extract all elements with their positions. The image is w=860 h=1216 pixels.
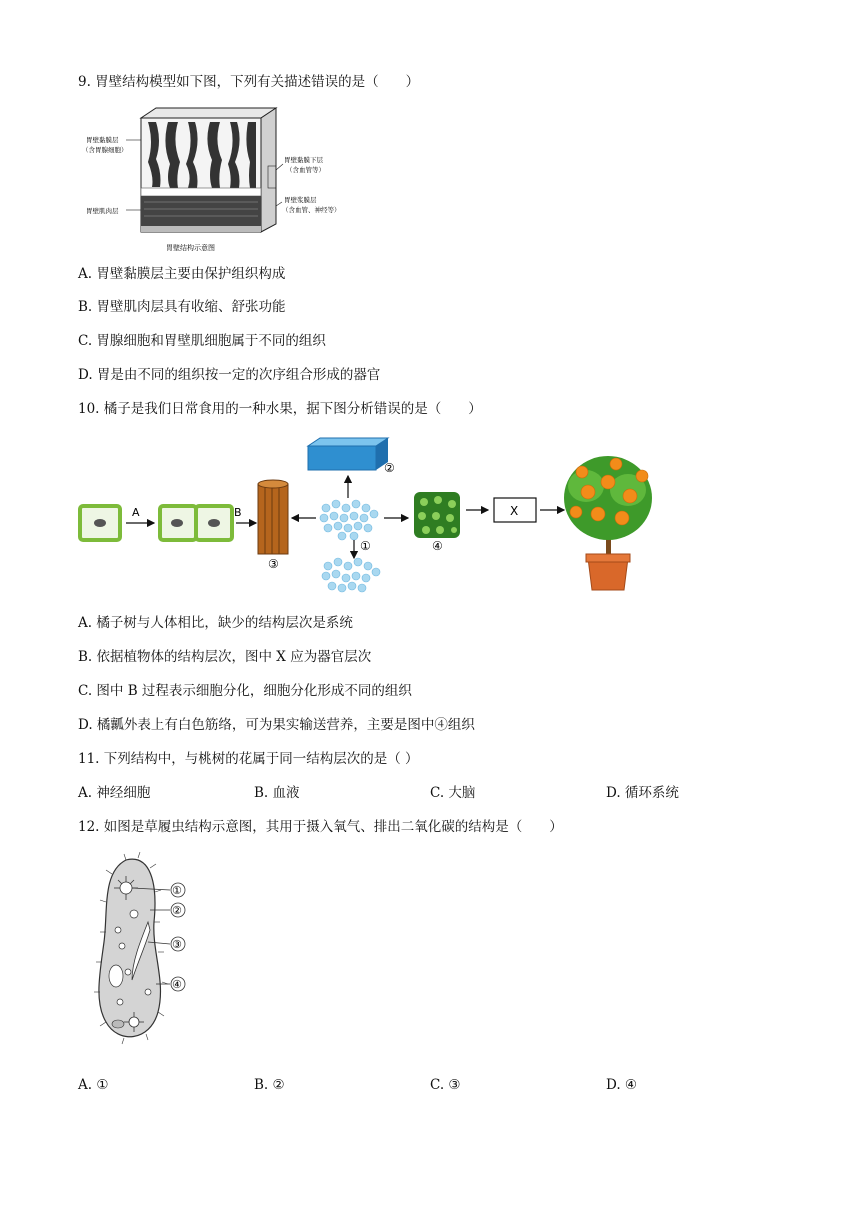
q12-option-d: D. ④ bbox=[606, 1077, 638, 1093]
q9-option-c: C. 胃腺细胞和胃壁肌细胞属于不同的组织 bbox=[78, 333, 326, 349]
label-submucosa: 胃壁黏膜下层 bbox=[284, 156, 323, 164]
q12-option-a: A. ① bbox=[78, 1077, 109, 1093]
label-muscle: 胃壁肌肉层 bbox=[86, 207, 119, 215]
q11-option-b: B. 血液 bbox=[254, 785, 300, 801]
diagram-caption: 胃壁结构示意图 bbox=[166, 244, 215, 252]
arrow-b-label: B bbox=[234, 506, 242, 519]
muscle-layer bbox=[141, 196, 261, 226]
single-cell bbox=[80, 506, 120, 540]
divided-cells bbox=[160, 506, 232, 540]
paramecium-diagram bbox=[88, 852, 208, 1048]
submucosa-layer bbox=[141, 188, 261, 196]
q12-stem: 12. 如图是草履虫结构示意图，其用于摄入氧气、排出二氧化碳的结构是（ ） bbox=[78, 819, 563, 835]
q12-option-b: B. ② bbox=[254, 1077, 285, 1093]
q10-option-d: D. 橘瓤外表上有白色筋络，可为果实输送营养，主要是图中④组织 bbox=[78, 717, 475, 733]
epidermal-tissue bbox=[308, 438, 388, 470]
meristem-cells bbox=[320, 500, 378, 540]
label-submucosa-sub: （含血管等） bbox=[286, 166, 325, 174]
dividing-tissue bbox=[322, 558, 380, 592]
paramecium-label-1: ① bbox=[172, 884, 182, 897]
label-mucosa: 胃壁黏膜层 bbox=[86, 136, 119, 144]
q10-option-a: A. 橘子树与人体相比，缺少的结构层次是系统 bbox=[78, 615, 353, 631]
q12-option-c: C. ③ bbox=[430, 1077, 461, 1093]
stomach-block-top bbox=[141, 108, 276, 118]
q11-stem: 11. 下列结构中，与桃树的花属于同一结构层次的是（ ） bbox=[78, 751, 419, 767]
orange-tree-levels-diagram bbox=[76, 432, 686, 600]
q10-option-c: C. 图中 B 过程表示细胞分化，细胞分化形成不同的组织 bbox=[78, 683, 412, 699]
label-serosa-sub: （含血管、神经等） bbox=[282, 206, 341, 214]
box-x-label: X bbox=[510, 504, 519, 518]
q9-stem: 9. 胃壁结构模型如下图，下列有关描述错误的是（ ） bbox=[78, 74, 420, 90]
conducting-tissue bbox=[258, 480, 288, 554]
label-serosa: 胃壁浆膜层 bbox=[284, 196, 317, 204]
q11-option-d: D. 循环系统 bbox=[606, 785, 679, 801]
label-3: ③ bbox=[268, 557, 279, 571]
paramecium-label-3: ③ bbox=[172, 938, 182, 951]
label-4: ④ bbox=[432, 539, 443, 553]
q10-option-b: B. 依据植物体的结构层次，图中 X 应为器官层次 bbox=[78, 649, 372, 665]
paramecium-label-2: ② bbox=[172, 904, 182, 917]
stomach-block-side bbox=[261, 108, 276, 232]
parenchyma-tissue bbox=[414, 492, 460, 538]
label-1: ① bbox=[360, 539, 371, 553]
q11-option-c: C. 大脑 bbox=[430, 785, 476, 801]
serosa-layer bbox=[141, 226, 261, 232]
q10-stem: 10. 橘子是我们日常食用的一种水果，据下图分析错误的是（ ） bbox=[78, 401, 482, 417]
q9-option-a: A. 胃壁黏膜层主要由保护组织构成 bbox=[78, 266, 286, 282]
q9-option-b: B. 胃壁肌肉层具有收缩、舒张功能 bbox=[78, 299, 286, 315]
q9-option-d: D. 胃是由不同的组织按一定的次序组合形成的器官 bbox=[78, 367, 381, 383]
stomach-wall-diagram bbox=[76, 104, 376, 254]
orange-tree bbox=[564, 456, 652, 590]
label-2: ② bbox=[384, 461, 395, 475]
label-mucosa-sub: （含胃腺细胞） bbox=[82, 146, 128, 154]
arrow-a-label: A bbox=[132, 506, 140, 519]
q11-option-a: A. 神经细胞 bbox=[78, 785, 151, 801]
paramecium-label-4: ④ bbox=[172, 978, 182, 991]
